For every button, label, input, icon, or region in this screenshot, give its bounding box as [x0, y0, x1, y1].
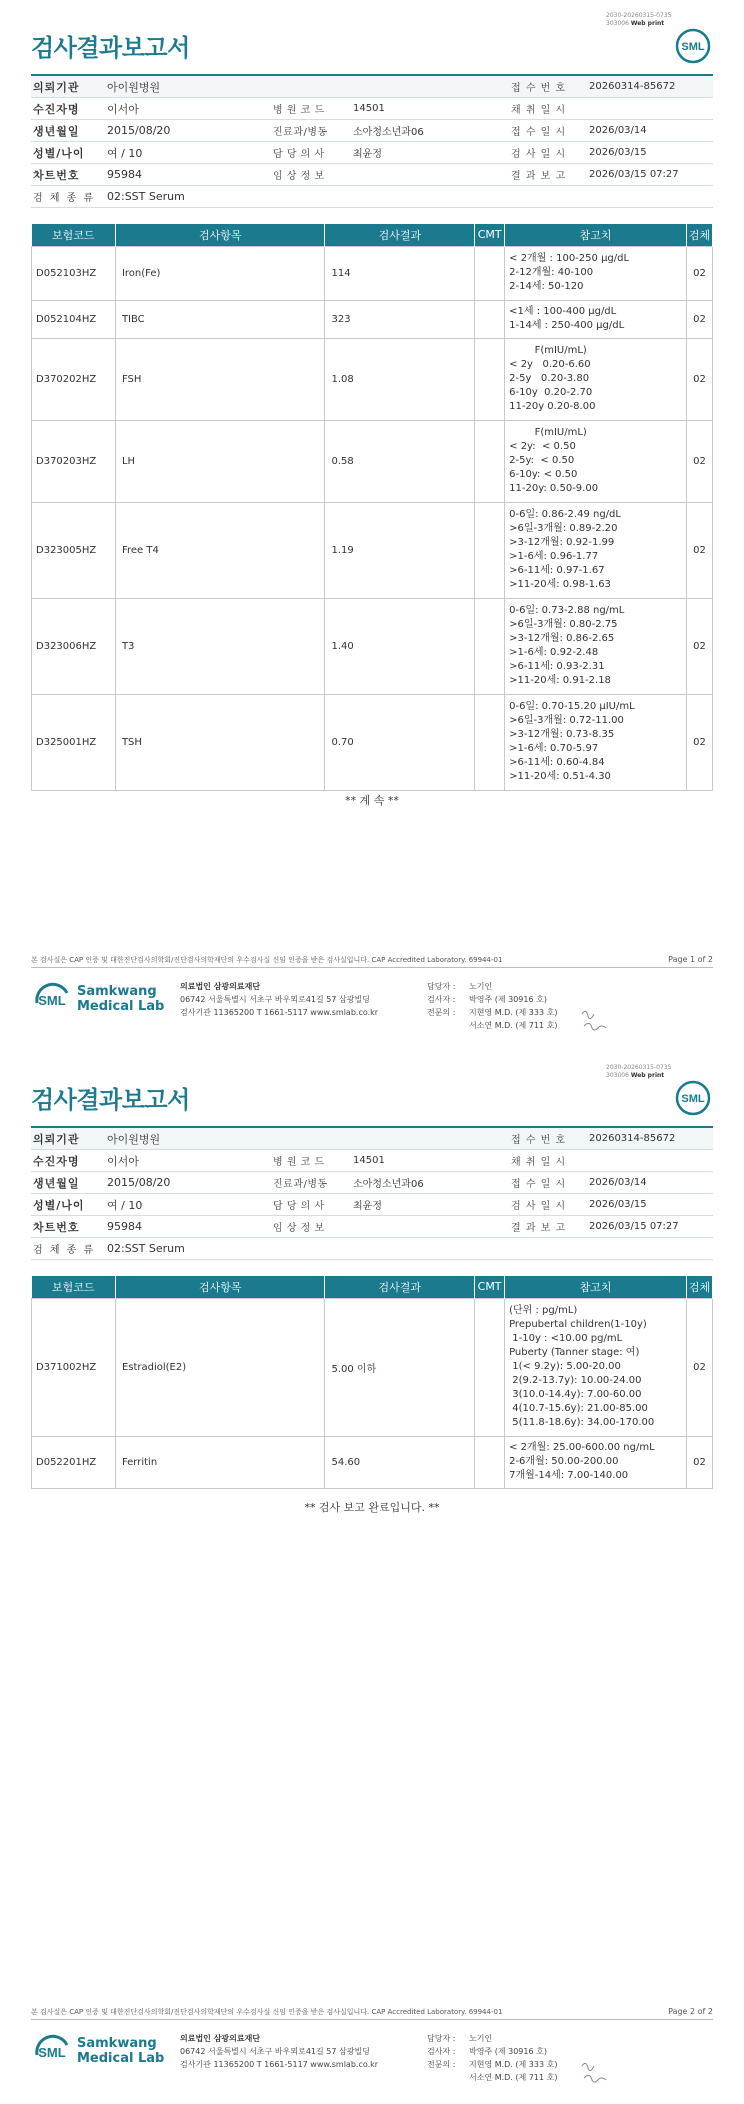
patient-info-table: 의뢰기관 아이원병원 접 수 번 호 20260314-85672 수진자명 이서아 병 원 코 드 14501 채 취 일 시 생년월일 2015/08/20 진료과/병동 소아청소년과06 접 수 일 시 2026/03/14 성별/나이 여 / 10 담 당 의 사 최윤정 검 사 일 시 2026/03/15 차트번호 95984 임 상 정 보 결 과 보 고 2026/03/15 07:27 검 체 종 류 02:SST Serum	[31, 74, 713, 208]
col-item: 검사항목	[115, 1276, 325, 1298]
footer-staff: 담당자 : 노기인 검사자 : 박영주 (제 30916 호) 전문의 : 지현영 M.D. (제 333 호) 서소연 M.D. (제 711 호)	[427, 2034, 558, 2082]
results-table	[31, 224, 713, 791]
signature-icon	[578, 1006, 612, 1036]
signature-icon	[578, 2058, 612, 2088]
footer-address: 의료법인 삼광의료재단 06742 서울특별시 서초구 바우뫼로41길 57 삼광빌딩 검사기관 11365200 T 1661-5117 www.smlab.co.kr	[180, 982, 379, 1017]
table-row: D325001HZ TSH 0.70 0-6일: 0.70-15.20 µIU/mL >6일-3개월: 0.72-11.00 >3-12개월: 0.73-8.35 >1-6세: 0.70-5.97 >6-11세: 0.60-4.84 >11-20세: 0.51-4.30 02	[32, 694, 713, 790]
footer-divider	[31, 2019, 713, 2020]
print-stamp: 2030-20260315-0735 303006 Web print	[606, 1064, 672, 1079]
col-code: 보험코드	[32, 1276, 116, 1298]
svg-text:SML: SML	[681, 41, 705, 53]
page-title: 검사결과보고서	[31, 1086, 190, 1114]
col-cmt: CMT	[475, 224, 505, 246]
footer-staff: 담당자 : 노기인 검사자 : 박영주 (제 30916 호) 전문의 : 지현영 M.D. (제 333 호) 서소연 M.D. (제 711 호)	[427, 982, 558, 1030]
page-number: Page 1 of 2	[668, 955, 713, 964]
results-table	[31, 1276, 713, 1489]
col-specimen: 검체	[686, 1276, 712, 1298]
footer-divider	[31, 967, 713, 968]
page-title: 검사결과보고서	[31, 34, 190, 62]
footer-brand: SML Samkwang Medical Lab	[31, 978, 164, 1020]
sml-logo-icon	[31, 2030, 73, 2072]
table-row: D052103HZ Iron(Fe) 114 < 2개월 : 100-250 µg/dL 2-12개월: 40-100 2-14세: 50-120 02	[32, 246, 713, 300]
page-number: Page 2 of 2	[668, 2007, 713, 2016]
report-end-marker: ** 검사 보고 완료입니다. **	[304, 1501, 440, 1514]
svg-text:SML: SML	[38, 2045, 66, 2060]
cap-note: 본 검사실은 CAP 인증 및 대한진단검사의학회/진단검사의학재단의 우수검사실 신임 인증을 받은 검사실입니다. CAP Accredited Laboratory. 69944-01	[31, 956, 503, 964]
svg-text:SML: SML	[681, 1093, 705, 1105]
col-item: 검사항목	[115, 224, 325, 246]
footer-address: 의료법인 삼광의료재단 06742 서울특별시 서초구 바우뫼로41길 57 삼광빌딩 검사기관 11365200 T 1661-5117 www.smlab.co.kr	[180, 2034, 379, 2069]
svg-text:SML: SML	[38, 993, 66, 1008]
print-stamp: 2030-20260315-0735 303006 Web print	[606, 12, 672, 27]
footer-brand: SML Samkwang Medical Lab	[31, 2030, 164, 2072]
continued-marker: ** 계 속 **	[345, 794, 399, 807]
table-row: D371002HZ Estradiol(E2) 5.00 이하 (단위 : pg/mL) Prepubertal children(1-10y) 1-10y : <10.00 pg/mL Puberty (Tanner stage: 여) 1(< 9.2y): 5.00-20.00 2(9.2-13.7y): 10.00-24.00 3(10.0-14.4y): 7.00-60.00 4(10.7-15.6y): 21.00-85.00 5(11.8-18.6y): 34.00-170.00 02	[32, 1298, 713, 1436]
col-ref: 참고치	[505, 224, 687, 246]
cap-note: 본 검사실은 CAP 인증 및 대한진단검사의학회/진단검사의학재단의 우수검사실 신임 인증을 받은 검사실입니다. CAP Accredited Laboratory. 69944-01	[31, 2008, 503, 2016]
col-result: 검사결과	[325, 1276, 475, 1298]
table-row: D370203HZ LH 0.58 F(mIU/mL) < 2y: < 0.50 2-5y: < 0.50 6-10y: < 0.50 11-20y: 0.50-9.00 02	[32, 420, 713, 502]
col-ref: 참고치	[505, 1276, 687, 1298]
sml-logo-icon	[675, 1080, 711, 1116]
sml-logo-icon	[31, 978, 73, 1020]
table-row: D323006HZ T3 1.40 0-6일: 0.73-2.88 ng/mL >6일-3개월: 0.80-2.75 >3-12개월: 0.86-2.65 >1-6세: 0.92-2.48 >6-11세: 0.93-2.31 >11-20세: 0.91-2.18 02	[32, 598, 713, 694]
report-page-2	[0, 1052, 744, 2104]
patient-info-table: 의뢰기관 아이원병원 접 수 번 호 20260314-85672 수진자명 이서아 병 원 코 드 14501 채 취 일 시 생년월일 2015/08/20 진료과/병동 소아청소년과06 접 수 일 시 2026/03/14 성별/나이 여 / 10 담 당 의 사 최윤정 검 사 일 시 2026/03/15 차트번호 95984 임 상 정 보 결 과 보 고 2026/03/15 07:27 검 체 종 류 02:SST Serum	[31, 1126, 713, 1260]
col-result: 검사결과	[325, 224, 475, 246]
table-row: D052104HZ TIBC 323 <1세 : 100-400 µg/dL 1-14세 : 250-400 µg/dL 02	[32, 300, 713, 338]
table-row: D052201HZ Ferritin 54.60 < 2개월: 25.00-600.00 ng/mL 2-6개월: 50.00-200.00 7개월-14세: 7.00-140.00 02	[32, 1436, 713, 1488]
table-row: D370202HZ FSH 1.08 F(mIU/mL) < 2y 0.20-6.60 2-5y 0.20-3.80 6-10y 0.20-2.70 11-20y 0.20-8.00 02	[32, 338, 713, 420]
col-specimen: 검체	[687, 224, 713, 246]
col-cmt: CMT	[475, 1276, 505, 1298]
table-row: D323005HZ Free T4 1.19 0-6일: 0.86-2.49 ng/dL >6일-3개월: 0.89-2.20 >3-12개월: 0.92-1.99 >1-6세: 0.96-1.77 >6-11세: 0.97-1.67 >11-20세: 0.98-1.63 02	[32, 502, 713, 598]
col-code: 보험코드	[32, 224, 116, 246]
sml-logo-icon	[675, 28, 711, 64]
